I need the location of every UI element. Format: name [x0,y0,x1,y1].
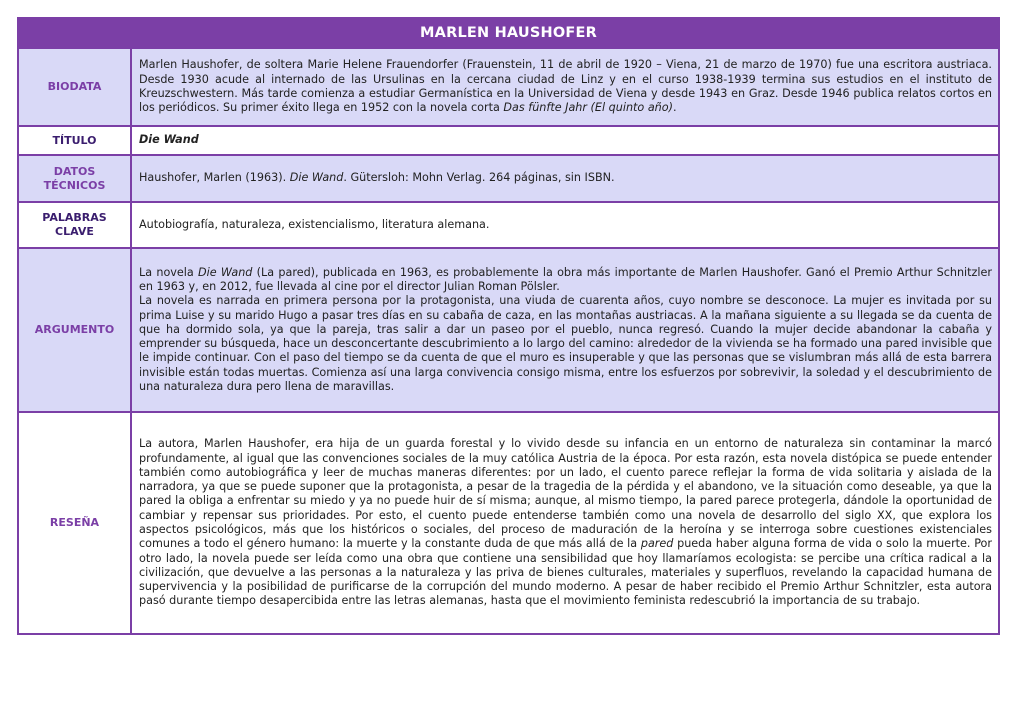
label-biodata: BIODATA [19,48,131,126]
argumento-p1-a: La novela [139,265,199,279]
biodata-text: Marlen Haushofer, de soltera Marie Helene Frauendorfer (Frauenstein, 11 de abril de 1920 – Viena, 21 de marzo de 1970) fue una escritora austriaca. Desde 1930 acude al internado de las Ursulinas en la cercana ciudad de Linz y en el curso 1938-1939 termina sus estudios en el instituto de Kreuzschwestern. Más tarde comienza a estudiar Germanística en la Universidad de Viena y desde 1943 en Graz. Desde 1946 publica relatos cortos en los periódicos. Su primer éxito llega en 1952 con la novela corta [139,58,992,115]
resena-text-end: pueda haber alguna forma de vida o solo la muerte. Por otro lado, la novela puede ser leída como una obra que contiene una sensibilidad que hoy llamaríamos ecologista: se percibe una crítica radical a la civilización, que devuelve a las personas a la naturaleza y las priva de bienes culturales, materiales y superfluos, revelando la capacidad humana de supervivencia y la posibilidad de purificarse de la corrupción del mundo moderno. A pesar de haber recibido el Premio Arthur Schnitzler, esta autora pasó durante tiempo desapercibida entre las letras alemanas, hasta que el movimiento feminista redescubrió la importancia de su trabajo. [139,537,992,608]
book-record-sheet [17,17,1000,635]
label-palabras-line1: PALABRAS [42,211,107,224]
argumento-work-title: Die Wand [198,265,253,279]
row-biodata [19,48,998,126]
document-title: MARLEN HAUSHOFER [19,19,998,47]
datos-text-end: . Gütersloh: Mohn Verlag. 264 páginas, sin ISBN. [343,171,615,185]
datos-work-title: Die Wand [289,171,344,185]
label-palabras-line2: CLAVE [55,225,94,238]
label-datos-line2: TÉCNICOS [43,178,106,192]
value-palabras-clave: Autobiografía, naturaleza, existencialismo, literatura alemana. [131,202,998,248]
resena-italic-word: pared [640,537,674,551]
value-resena [131,412,998,633]
row-resena [19,412,998,633]
row-palabras-clave [19,202,998,248]
label-argumento: ARGUMENTO [19,248,131,412]
row-titulo [19,126,998,155]
datos-text: Haushofer, Marlen (1963). [139,171,290,185]
value-biodata [131,48,998,126]
value-argumento [131,248,998,412]
argumento-paragraph-1 [139,266,992,295]
label-titulo: TÍTULO [19,126,131,155]
label-datos-line1: DATOS [53,164,96,178]
argumento-paragraph-2: La novela es narrada en primera persona por la protagonista, una viuda de cuarenta años, cuyo nombre se desconoce. La mujer es invitada por su prima Luise y su marido Hugo a pasar tres días en su cabaña de caza, en las montañas austriacas. A la mañana siguiente a su llegada se da cuenta de que ha dormido sola, ya que la pareja, tras salir a dar un paseo por el pueblo, nunca regresó. Cuando la mujer decide abandonar la cabaña y emprender su búsqueda, hace un desconcertante descubrimiento a lo largo del camino: alrededor de la vivienda se ha formado una pared invisible que le impide continuar. Con el paso del tiempo se da cuenta de que el muro es insuperable y que las personas que se vislumbran más allá de esta barrera invisible están todas muertas. Comienza así una larga convivencia consigo misma, entre los esfuerzos por sobrevivir, la soledad y el descubrimiento de una naturaleza dura pero llena de maravillas. [139,294,992,394]
record-table [19,47,998,633]
resena-text: La autora, Marlen Haushofer, era hija de un guarda forestal y lo vivido desde su infancia en un entorno de naturaleza sin contaminar la marcó profundamente, al igual que las convenciones sociales de la muy católica Austria de la época. Por esta razón, esta novela distópica se puede entender también como autobiográfica y leer de muchas maneras diferentes: por un lado, el cuento parece reflejar la forma de vida solitaria y aislada de la narradora, ya que se puede suponer que la protagonista, a pesar de la tragedia de la pérdida y el abandono, ve la situación como deseable, ya que la pared la obliga a enfrentar su miedo y ya no puede huir de sí misma; aunque, al mismo tiempo, la pared parece protegerla, dándole la oportunidad de cambiar y repensar sus prioridades. Por esto, el cuento puede entenderse también como una novela de desarrollo del siglo XX, que explora los aspectos psicológicos, más que los históricos o sociales, del proceso de maduración de la heroína y se interroga sobre cuestiones existenciales comunes a todo el género humano: la muerte y la constante duda de que más allá de la [139,437,992,551]
label-datos-tecnicos [19,155,131,202]
label-palabras-clave [19,202,131,248]
row-argumento [19,248,998,412]
biodata-text-end: . [672,101,677,115]
label-resena: RESEÑA [19,412,131,633]
value-datos-tecnicos [131,155,998,202]
biodata-work-title: Das fünfte Jahr (El quinto año) [503,101,673,115]
value-titulo: Die Wand [131,126,998,155]
argumento-p1-b: (La pared), publicada en 1963, es probablemente la obra más importante de Marlen Haushofer. Ganó el Premio Arthur Schnitzler en 1963 y, en 2012, fue llevada al cine por el director Julian Roman Pölsler. [139,265,992,293]
row-datos-tecnicos [19,155,998,202]
